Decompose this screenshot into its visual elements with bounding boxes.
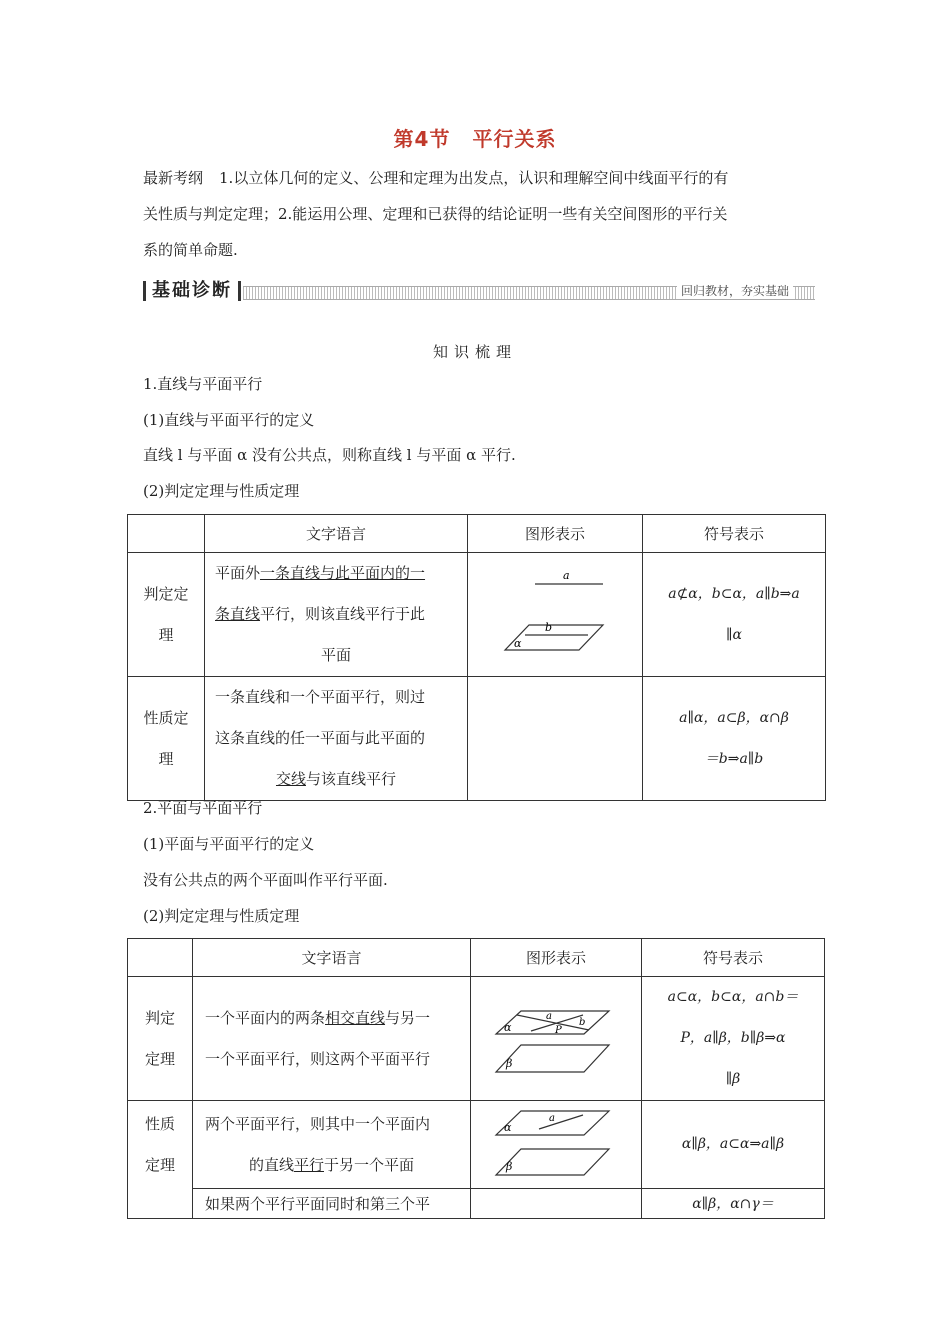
row-label: 性质 定理 <box>128 1101 193 1219</box>
s2-thm-heading: (2)判定定理与性质定理 <box>143 907 300 925</box>
text-cell: 一条直线和一个平面平行，则过 这条直线的任一平面与此平面的 交线与该直线平行 <box>205 677 468 801</box>
page-title <box>0 123 950 152</box>
s1-thm-heading: (2)判定定理与性质定理 <box>143 482 300 500</box>
s2-def-text: 没有公共点的两个平面叫作平行平面. <box>143 871 388 889</box>
table-row <box>128 553 826 677</box>
row-label: 性质定 理 <box>128 677 205 801</box>
table-row <box>128 977 825 1101</box>
figure-cell <box>471 1101 642 1189</box>
figure-cell <box>468 553 643 677</box>
symbol-cell: a⊄α，b⊂α，a∥b⇒a ∥α <box>643 553 826 677</box>
header-cell: 文字语言 <box>205 515 468 553</box>
s1-def-heading: (1)直线与平面平行的定义 <box>143 411 315 429</box>
line-plane-table <box>127 514 826 801</box>
s2-def-heading: (1)平面与平面平行的定义 <box>143 835 315 853</box>
header-cell: 文字语言 <box>193 939 471 977</box>
knowledge-heading: 知识梳理 <box>432 343 517 361</box>
outline-label: 最新考纲 <box>143 169 204 187</box>
s1-heading: 1.直线与平面平行 <box>143 375 263 393</box>
svg-text:α: α <box>504 1020 512 1034</box>
plane-plane-table <box>127 938 825 1219</box>
plane-plane-figure <box>471 989 641 1089</box>
figure-cell-empty <box>468 677 643 801</box>
outline-line-1: 1.以立体几何的定义、公理和定理为出发点，认识和理解空间中线面平行的有 <box>219 169 729 187</box>
header-cell: 图形表示 <box>471 939 642 977</box>
svg-text:β: β <box>506 1056 513 1070</box>
table-header-row <box>128 515 826 553</box>
banner-tag: 回归教材，夯实基础 <box>677 282 793 299</box>
outline-line-3: 系的简单命题. <box>143 241 238 259</box>
figure-cell <box>471 977 642 1101</box>
outline-line-2: 关性质与判定定理；2.能运用公理、定理和已获得的结论证明一些有关空间图形的平行关 <box>143 205 728 223</box>
table-row <box>128 677 826 801</box>
symbol-cell: a∥α，a⊂β，α∩β ＝b⇒a∥b <box>643 677 826 801</box>
text-cell: 平面外一条直线与此平面内的一 条直线平行，则该直线平行于此 平面 <box>205 553 468 677</box>
symbol-cell: α∥β，a⊂α⇒a∥β <box>642 1101 825 1189</box>
table-row <box>128 1101 825 1189</box>
svg-text:β: β <box>506 1159 513 1173</box>
text-cell: 如果两个平行平面同时和第三个平 <box>193 1189 471 1219</box>
s1-def-text: 直线 l 与平面 α 没有公共点，则称直线 l 与平面 α 平行. <box>143 446 516 464</box>
svg-text:b: b <box>579 1016 586 1028</box>
section-number: 第4节 <box>393 127 451 151</box>
section-name: 平行关系 <box>472 127 557 151</box>
svg-text:α: α <box>504 1120 512 1134</box>
header-cell: 符号表示 <box>643 515 826 553</box>
table-row <box>128 1189 825 1219</box>
svg-text:a: a <box>549 1112 555 1124</box>
svg-text:α: α <box>514 636 522 650</box>
banner-label: 基础诊断 <box>143 281 241 301</box>
text-cell: 两个平面平行，则其中一个平面内 的直线平行于另一个平面 <box>193 1101 471 1189</box>
figure-cell-empty <box>471 1189 642 1219</box>
svg-text:a: a <box>563 568 570 582</box>
row-label: 判定 定理 <box>128 977 193 1101</box>
line-plane-figure <box>468 565 642 665</box>
svg-text:b: b <box>545 620 553 634</box>
plane-plane-property-figure <box>471 1105 641 1185</box>
header-cell: 符号表示 <box>642 939 825 977</box>
header-cell <box>128 515 205 553</box>
header-cell <box>128 939 193 977</box>
section-banner <box>143 279 815 305</box>
svg-text:P: P <box>555 1024 562 1036</box>
table-header-row <box>128 939 825 977</box>
symbol-cell: α∥β，α∩γ＝ <box>642 1189 825 1219</box>
header-cell: 图形表示 <box>468 515 643 553</box>
row-label: 判定定 理 <box>128 553 205 677</box>
svg-text:a: a <box>546 1010 552 1022</box>
symbol-cell: a⊂α，b⊂α，a∩b＝ P，a∥β，b∥β⇒α ∥β <box>642 977 825 1101</box>
s2-heading: 2.平面与平面平行 <box>143 799 263 817</box>
syllabus-outline <box>143 160 813 268</box>
text-cell: 一个平面内的两条相交直线与另一 一个平面平行，则这两个平面平行 <box>193 977 471 1101</box>
